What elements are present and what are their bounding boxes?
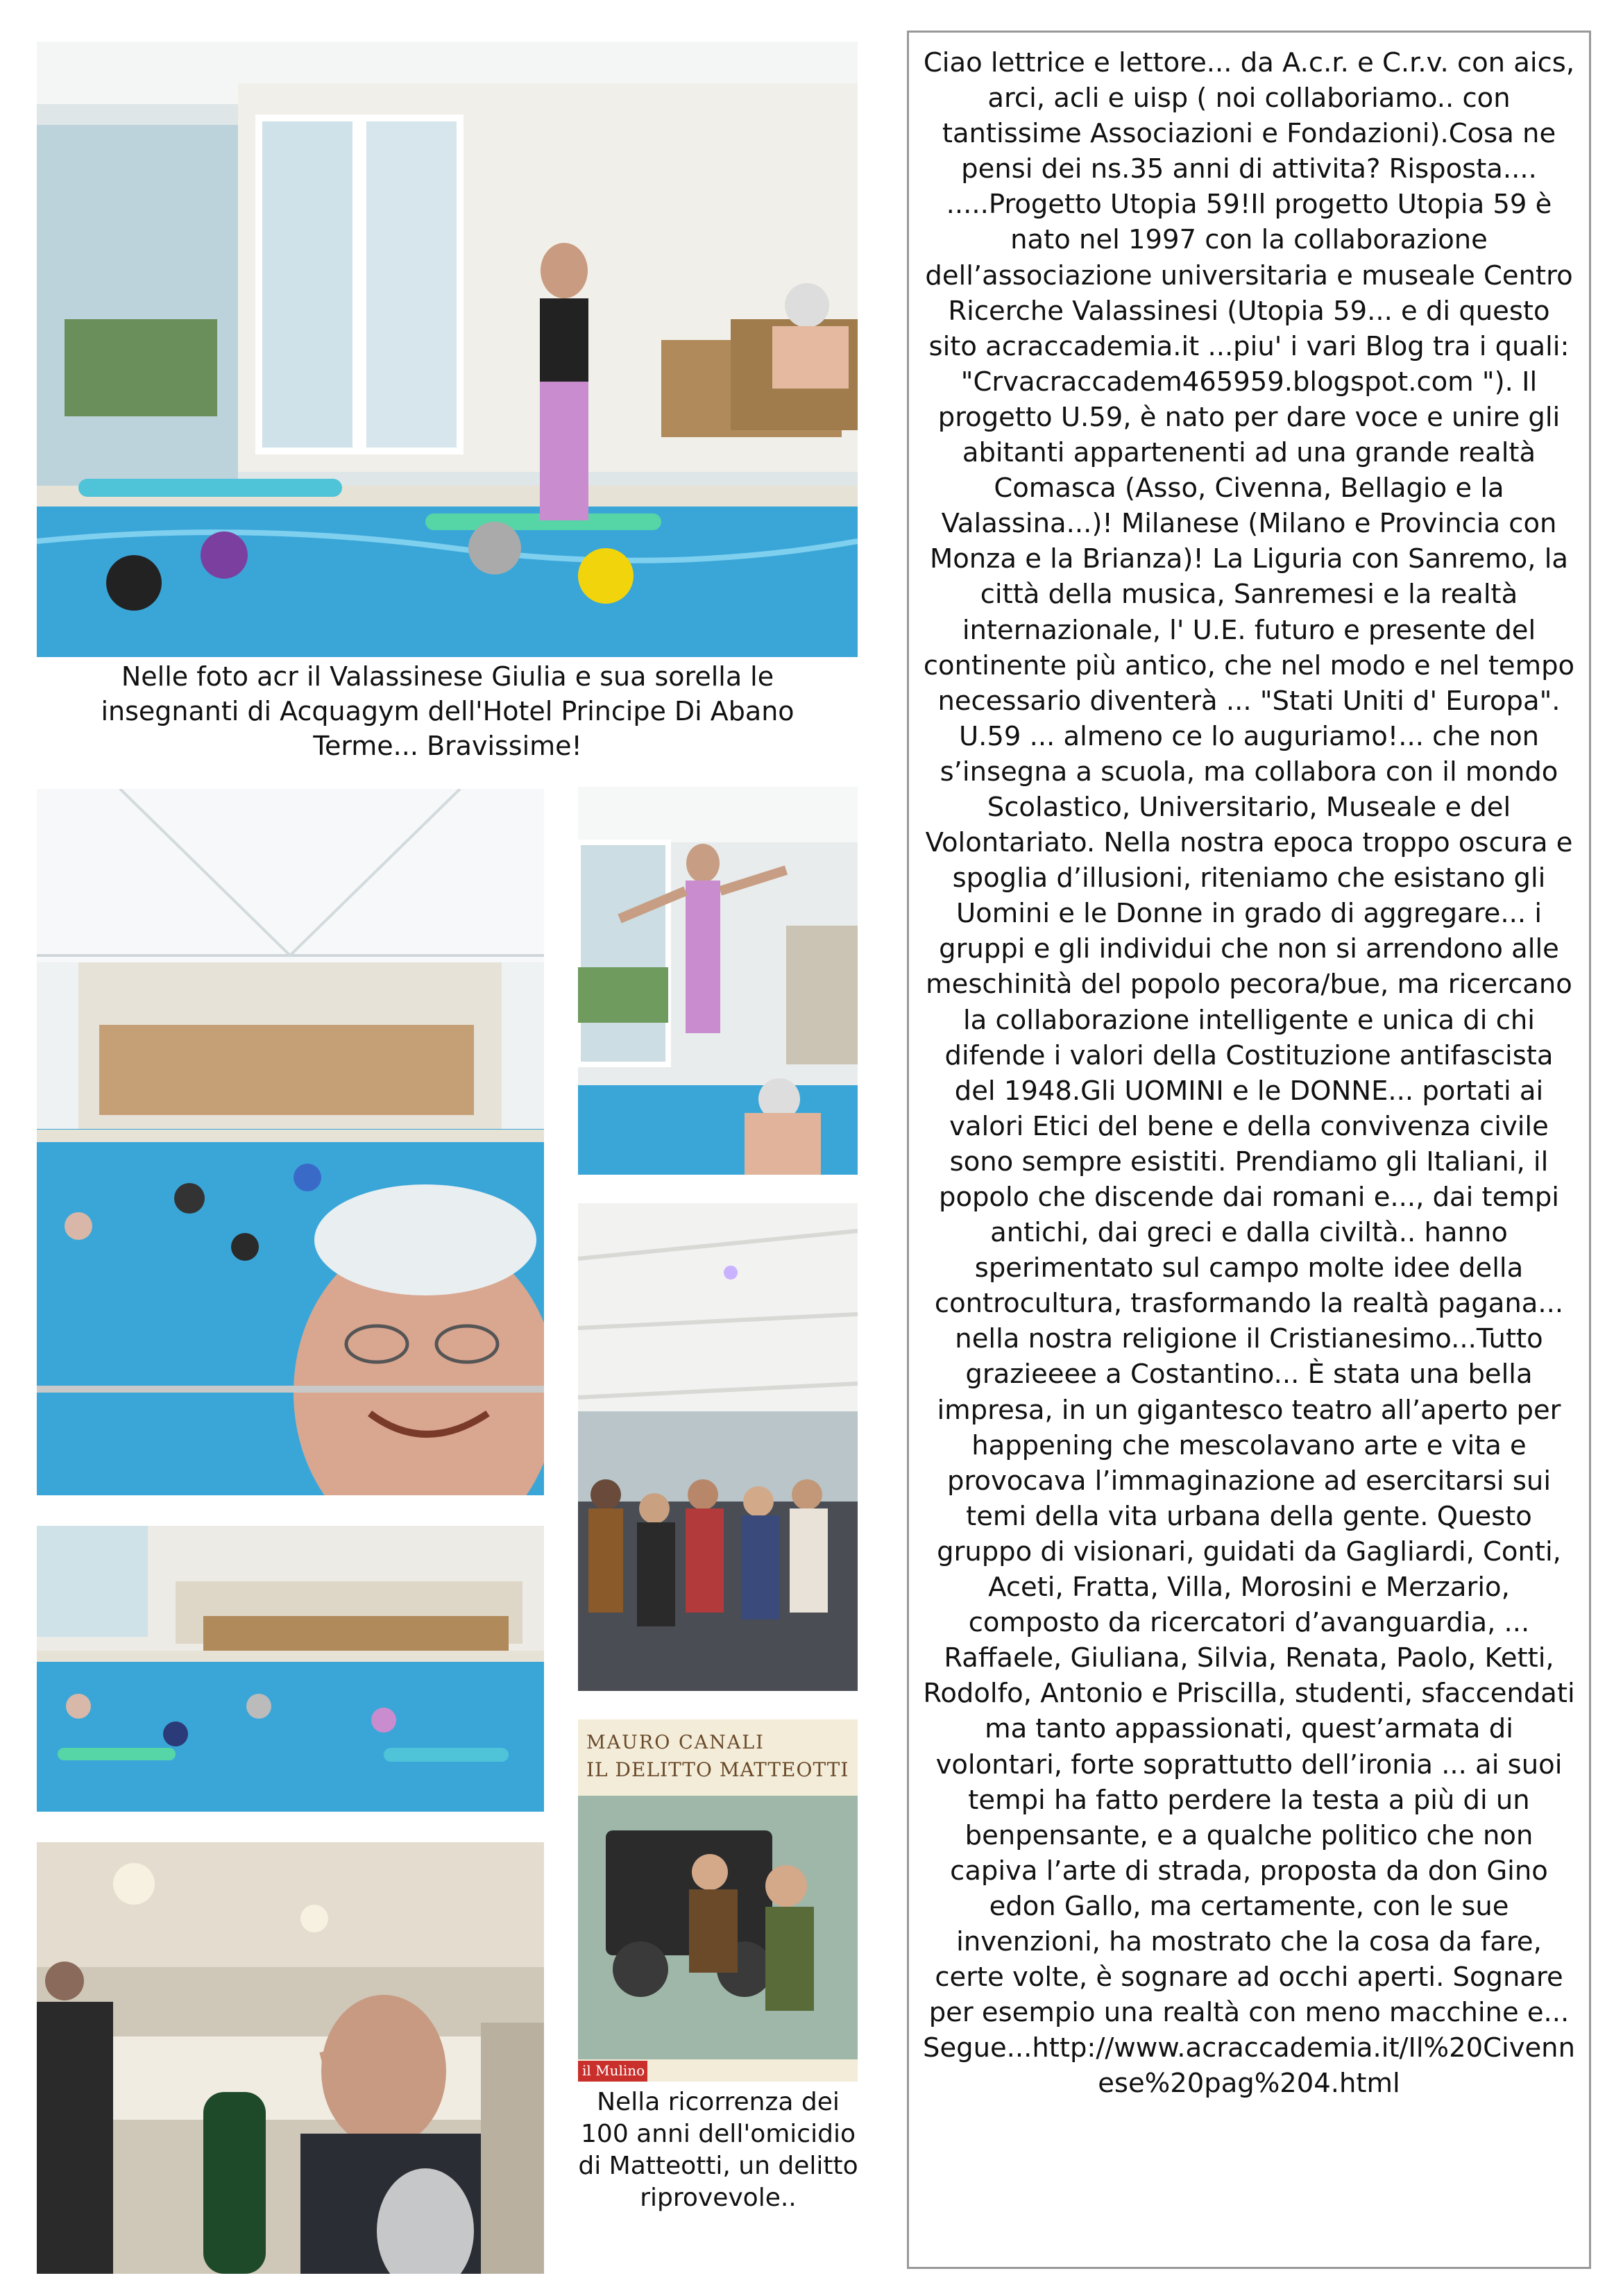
pool-selfie-illustration — [37, 789, 544, 1495]
dinner-photo — [37, 1842, 544, 2274]
book-author: MAURO CANALI — [586, 1732, 765, 1753]
dance-party-illustration — [578, 1203, 858, 1691]
book-caption: Nella ricorrenza dei 100 anni dell'omicidio di Matteotti, un delitto riprovevole.. — [578, 2088, 858, 2212]
instructor-dancing-illustration — [578, 787, 858, 1175]
aquagym-class-illustration — [37, 42, 858, 657]
aquagym-caption: Nelle foto acr il Valassinese Giulia e sua sorella le insegnanti di Acquagym dell'Hotel Principe Di Abano Terme... Bravissime! — [101, 661, 794, 761]
book-cover — [578, 1719, 858, 2082]
book-publisher: il Mulino — [582, 2062, 645, 2079]
pool-selfie-photo — [37, 789, 544, 1495]
article-box — [907, 31, 1591, 2269]
pool-class-illustration — [37, 1526, 544, 1812]
aquagym-class-photo — [37, 42, 858, 657]
dinner-illustration — [37, 1842, 544, 2274]
book-title: IL DELITTO MATTEOTTI — [586, 1758, 849, 1781]
article-text: Ciao lettrice e lettore... da A.c.r. e C.r.v. con aics, arci, acli e uisp ( noi collaboriamo.. con tantissime Associazioni e Fondazioni).Cosa ne pensi dei ns.35 anni di attivita? Risposta.... .....Progetto Utopia 59!Il progetto Utopia 59 è nato nel 1997 con la collaborazione dell’associazione universitaria e museale Centro Ricerche Valassinesi (Utopia 59... e di questo sito acraccademia.it ...piu' i vari Blog tra i quali: "Crvacraccadem465959.blogspot.com "). Il progetto U.59, è nato per dare voce e unire gli abitanti appartenenti ad una grande realtà Comasca (Asso, Civenna, Bellagio e la Valassina...)! Milanese (Milano e Provincia con Monza e la Brianza)! La Liguria con Sanremo, la città della musica, Sanremesi e la realtà internazionale, l' U.E. futuro e presente del continente più antico, che nel modo e nel tempo necessario diventerà ... "Stati Uniti d' Europa". U.59 ... almeno ce lo auguriamo!... che non s’insegna a scuola, ma collabora con il mondo Scolastico, Universitario, Museale e del Volontariato. Nella nostra epoca troppo oscura e spoglia d’illusioni, riteniamo che esistano gli Uomini e le Donne in grado di aggregare... i gruppi e gli individui che non si arrendono alle meschinità del popolo pecora/bue, ma ricercano la collaborazione intelligente e unica di chi difende i valori della Costituzione antifascista del 1948.Gli UOMINI e le DONNE... portati ai valori Etici del bene e della convivenza civile sono sempre esistiti. Prendiamo gli Italiani, il popolo che discende dai romani e..., dai tempi antichi, dai greci e dalla civiltà.. hanno sperimentato sul campo molte idee della controcultura, trasformando la realtà pagana... nella nostra religione il Cristianesimo...Tutto grazieeee a Costantino... È stata una bella impresa, in un gigantesco teatro all’aperto per happening che mescolavano arte e vita e provocava l’immaginazione ad esercitarsi sui temi della vita urbana della gente. Questo gruppo di visionari, guidati da Gagliardi, Conti, Aceti, Fratta, Villa, Morosini e Merzario, composto da ricercatori d’avanguardia, ... Raffaele, Giuliana, Silvia, Renata, Paolo, Ketti, Rodolfo, Antonio e Priscilla, studenti, sfaccendati ma tanto appassionati, quest’armata di volontari, forte soprattutto dell’ironia ... ai suoi tempi ha fatto perdere la testa a più di un benpensante, e a qualche politico che non capiva l’arte di strada, proposta da don Gino edon Gallo, ma certamente, con le sue invenzioni, ha mostrato che la cosa da fare, certe volte, è sognare ad occhi aperti. Sognare per esempio una realtà con meno macchine e... Segue...http://www.acraccademia.it/Il%20Civennese%20pag%204.html — [923, 47, 1575, 2100]
pool-class-photo — [37, 1526, 544, 1812]
dance-party-photo — [578, 1203, 858, 1691]
instructor-dancing-photo — [578, 787, 858, 1175]
